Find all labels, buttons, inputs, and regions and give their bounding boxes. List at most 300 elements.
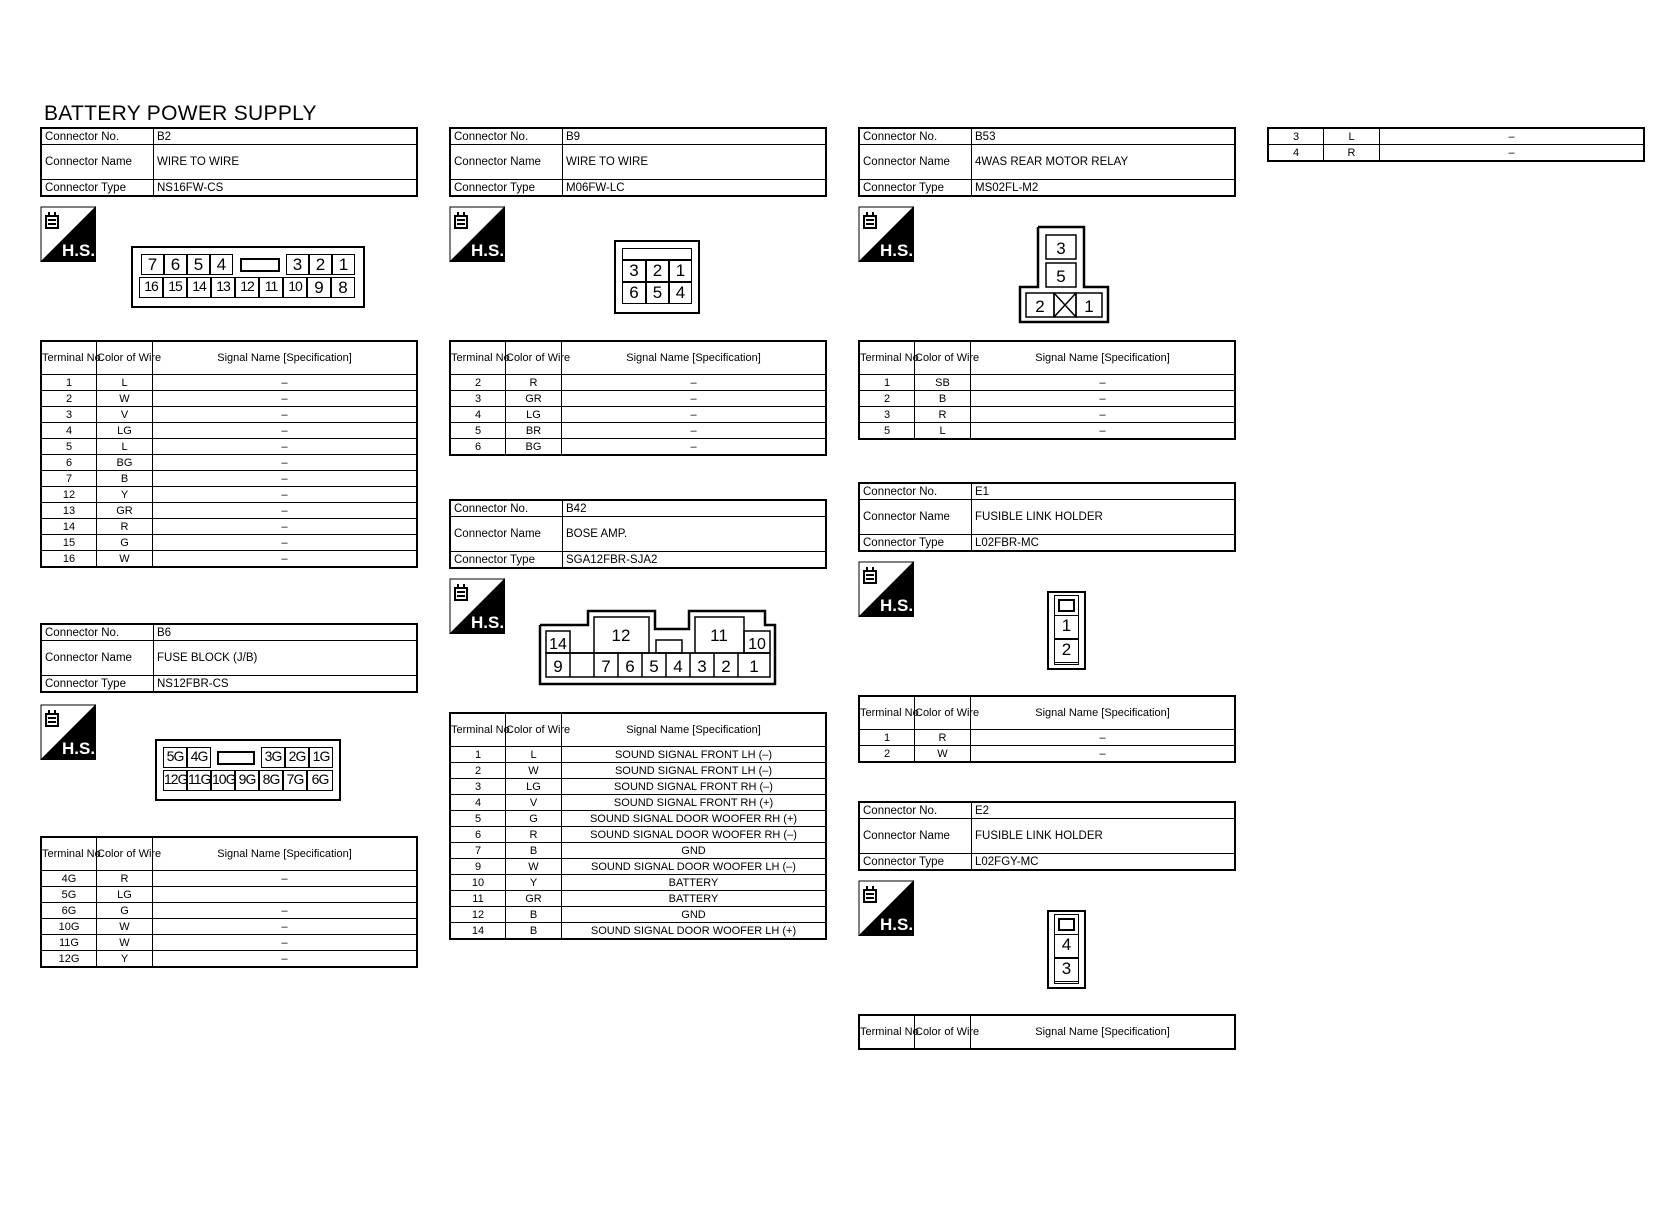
connector-no-value: B53: [972, 128, 1236, 145]
harness-side-icon: [858, 561, 914, 617]
table-row: [859, 375, 1235, 391]
connector-type-label: Connector Type: [450, 552, 563, 569]
pin: 5: [649, 657, 659, 676]
connector-type-value: L02FGY-MC: [972, 854, 1236, 871]
pin: 1: [669, 260, 692, 282]
terminal-no-cell: 4: [41, 423, 97, 439]
pin: 14: [187, 277, 211, 298]
connector-b6-info: [40, 623, 418, 693]
connector-no-value: E1: [972, 483, 1236, 500]
color-header: Color of Wire: [915, 1015, 971, 1049]
table-row: [859, 391, 1235, 407]
signal-name-cell: –: [562, 375, 827, 391]
pin: 11G: [187, 770, 211, 791]
connector-no-label: Connector No.: [41, 624, 154, 641]
connector-b53-face: [1018, 225, 1112, 325]
terminal-no-header: Terminal No.: [859, 1015, 915, 1049]
table-row: [450, 891, 826, 907]
signal-name-cell: –: [153, 951, 418, 968]
table-row: [41, 391, 417, 407]
wire-color-cell: G: [97, 535, 153, 551]
connector-name-label: Connector Name: [859, 819, 972, 854]
table-row: [450, 843, 826, 859]
terminal-no-cell: 1: [859, 375, 915, 391]
terminal-no-cell: 3: [1268, 128, 1324, 145]
wire-color-cell: L: [1324, 128, 1380, 145]
terminal-no-cell: 3: [450, 779, 506, 795]
terminal-table-b53: [858, 340, 1236, 440]
connector-e1-face: [1047, 591, 1086, 670]
terminal-no-cell: 12: [450, 907, 506, 923]
wire-color-cell: V: [97, 407, 153, 423]
wire-color-cell: W: [506, 763, 562, 779]
table-row: [450, 423, 826, 439]
signal-name-cell: –: [562, 423, 827, 439]
connector-e2-info: [858, 801, 1236, 871]
terminal-no-cell: 1: [41, 375, 97, 391]
signal-name-cell: –: [153, 407, 418, 423]
page-title: BATTERY POWER SUPPLY: [44, 102, 317, 125]
terminal-no-cell: 16: [41, 551, 97, 568]
signal-name-cell: –: [153, 871, 418, 887]
connector-type-value: M06FW-LC: [563, 180, 827, 197]
pin: 12: [235, 277, 259, 298]
connector-b2-info: [40, 127, 418, 197]
wire-color-cell: SB: [915, 375, 971, 391]
terminal-no-cell: 12: [41, 487, 97, 503]
table-row: [41, 439, 417, 455]
color-header: Color of Wire: [506, 713, 562, 747]
terminal-no-cell: 2: [41, 391, 97, 407]
wire-color-cell: GR: [506, 891, 562, 907]
terminal-no-cell: 6: [450, 827, 506, 843]
connector-type-label: Connector Type: [859, 180, 972, 197]
pin: 3: [1056, 239, 1066, 258]
signal-name-cell: –: [153, 439, 418, 455]
wire-color-cell: L: [915, 423, 971, 440]
hs-label: H.S.: [471, 613, 505, 632]
connector-name-value: 4WAS REAR MOTOR RELAY: [972, 145, 1236, 180]
signal-name-cell: SOUND SIGNAL DOOR WOOFER RH (+): [562, 811, 827, 827]
harness-side-icon: [449, 206, 505, 262]
wire-color-cell: B: [506, 923, 562, 940]
pin: 11: [259, 277, 283, 298]
connector-type-label: Connector Type: [859, 854, 972, 871]
terminal-no-cell: 4: [1268, 145, 1324, 162]
hs-label: H.S.: [62, 241, 96, 260]
signal-name-cell: SOUND SIGNAL FRONT LH (–): [562, 763, 827, 779]
signal-name-cell: SOUND SIGNAL FRONT LH (–): [562, 747, 827, 763]
terminal-no-cell: 12G: [41, 951, 97, 968]
pin: 2: [1035, 297, 1045, 316]
signal-name-cell: GND: [562, 907, 827, 923]
table-row: [450, 907, 826, 923]
pin: 9: [307, 277, 331, 298]
connector-name-value: BOSE AMP.: [563, 517, 827, 552]
signal-name-cell: SOUND SIGNAL FRONT RH (+): [562, 795, 827, 811]
table-row: [859, 407, 1235, 423]
pin: 6: [622, 282, 646, 304]
terminal-no-cell: 6: [41, 455, 97, 471]
table-row: [41, 375, 417, 391]
connector-type-label: Connector Type: [41, 676, 154, 693]
terminal-no-cell: 2: [450, 375, 506, 391]
signal-name-cell: –: [1380, 145, 1645, 162]
wire-color-cell: W: [97, 391, 153, 407]
pin: 1G: [309, 747, 333, 768]
terminal-no-cell: 3: [450, 391, 506, 407]
wire-color-cell: G: [97, 903, 153, 919]
pin: 11: [710, 626, 728, 645]
pin: 8: [331, 277, 355, 298]
pin: 1: [749, 657, 759, 676]
wire-color-cell: R: [97, 871, 153, 887]
pin: 2: [309, 254, 332, 275]
connector-no-value: B6: [154, 624, 418, 641]
pin: 9G: [235, 770, 259, 791]
terminal-no-cell: 11: [450, 891, 506, 907]
pin: 7G: [283, 770, 307, 791]
wire-color-cell: BR: [506, 423, 562, 439]
terminal-no-cell: 9: [450, 859, 506, 875]
signal-header: Signal Name [Specification]: [971, 341, 1236, 375]
wire-color-cell: W: [915, 746, 971, 763]
connector-b53-info: [858, 127, 1236, 197]
signal-name-cell: –: [153, 487, 418, 503]
connector-b9-info: [449, 127, 827, 197]
terminal-table-b6: [40, 836, 418, 968]
table-row: [450, 407, 826, 423]
connector-name-label: Connector Name: [41, 641, 154, 676]
pin: 1: [1054, 615, 1079, 639]
pin: 1: [332, 254, 355, 275]
signal-name-cell: –: [971, 746, 1236, 763]
connector-name-value: WIRE TO WIRE: [563, 145, 827, 180]
table-row: [859, 423, 1235, 440]
signal-name-cell: –: [153, 519, 418, 535]
connector-b9-face: [614, 240, 700, 314]
table-row: [41, 551, 417, 568]
table-row: [859, 730, 1235, 746]
table-row: [450, 763, 826, 779]
pin: 12: [611, 626, 631, 645]
terminal-no-cell: 10: [450, 875, 506, 891]
table-row: [41, 535, 417, 551]
wire-color-cell: R: [915, 730, 971, 746]
signal-name-cell: BATTERY: [562, 875, 827, 891]
pin: 13: [211, 277, 235, 298]
harness-side-icon: [449, 578, 505, 634]
pin: 3: [697, 657, 707, 676]
table-row: [450, 923, 826, 940]
table-row: [41, 487, 417, 503]
signal-name-cell: –: [562, 439, 827, 456]
terminal-no-cell: 11G: [41, 935, 97, 951]
wire-color-cell: R: [506, 827, 562, 843]
terminal-no-cell: 3: [859, 407, 915, 423]
signal-name-cell: BATTERY: [562, 891, 827, 907]
connector-name-value: FUSIBLE LINK HOLDER: [972, 819, 1236, 854]
wire-color-cell: G: [506, 811, 562, 827]
connector-type-value: SGA12FBR-SJA2: [563, 552, 827, 569]
table-row: [450, 795, 826, 811]
hs-label: H.S.: [880, 596, 914, 615]
table-row: [41, 455, 417, 471]
hs-label: H.S.: [62, 739, 96, 758]
signal-name-cell: –: [153, 391, 418, 407]
pin: 4: [210, 254, 233, 275]
color-header: Color of Wire: [915, 341, 971, 375]
pin: 2G: [285, 747, 309, 768]
color-header: Color of Wire: [506, 341, 562, 375]
terminal-no-cell: 7: [41, 471, 97, 487]
terminal-table-b9: [449, 340, 827, 456]
connector-no-label: Connector No.: [859, 128, 972, 145]
terminal-table-b2: [40, 340, 418, 568]
signal-name-cell: –: [562, 407, 827, 423]
connector-no-value: B2: [154, 128, 418, 145]
pin: 5: [646, 282, 669, 304]
pin: 2: [1054, 639, 1079, 663]
pin: 10: [283, 277, 307, 298]
table-row: [450, 875, 826, 891]
connector-type-label: Connector Type: [41, 180, 154, 197]
pin: 9: [553, 657, 563, 676]
pin: 1: [1084, 297, 1094, 316]
wire-color-cell: V: [506, 795, 562, 811]
signal-name-cell: SOUND SIGNAL DOOR WOOFER LH (+): [562, 923, 827, 940]
terminal-no-header: Terminal No.: [450, 341, 506, 375]
wire-color-cell: LG: [506, 779, 562, 795]
pin: 5: [187, 254, 210, 275]
terminal-no-cell: 10G: [41, 919, 97, 935]
signal-name-cell: –: [971, 391, 1236, 407]
wire-color-cell: R: [915, 407, 971, 423]
latch: [622, 248, 692, 260]
latch: [217, 751, 255, 765]
harness-side-icon: [40, 704, 96, 760]
pin: 4G: [187, 747, 211, 768]
pin: 3: [1054, 958, 1079, 982]
terminal-no-cell: 15: [41, 535, 97, 551]
connector-no-label: Connector No.: [41, 128, 154, 145]
wire-color-cell: L: [97, 375, 153, 391]
connector-name-value: FUSIBLE LINK HOLDER: [972, 500, 1236, 535]
table-row: [450, 747, 826, 763]
terminal-no-cell: 4: [450, 795, 506, 811]
terminal-no-cell: 2: [859, 391, 915, 407]
wire-color-cell: R: [97, 519, 153, 535]
pin: 5G: [163, 747, 187, 768]
signal-name-cell: –: [153, 551, 418, 568]
table-row: [859, 746, 1235, 763]
wire-color-cell: Y: [97, 487, 153, 503]
signal-name-cell: –: [153, 935, 418, 951]
terminal-no-cell: 2: [450, 763, 506, 779]
table-row: [1268, 145, 1644, 162]
connector-type-value: NS16FW-CS: [154, 180, 418, 197]
connector-name-label: Connector Name: [859, 500, 972, 535]
wire-color-cell: LG: [506, 407, 562, 423]
pin: 7: [601, 657, 611, 676]
terminal-no-cell: 7: [450, 843, 506, 859]
terminal-no-cell: 6G: [41, 903, 97, 919]
table-row: [41, 407, 417, 423]
pin: 7: [141, 254, 164, 275]
terminal-no-header: Terminal No.: [450, 713, 506, 747]
terminal-no-cell: 5G: [41, 887, 97, 903]
wire-color-cell: GR: [97, 503, 153, 519]
connector-b42-face: [538, 607, 778, 687]
table-row: [41, 519, 417, 535]
signal-name-cell: –: [153, 423, 418, 439]
wire-color-cell: B: [506, 843, 562, 859]
table-row: [450, 375, 826, 391]
terminal-no-cell: 13: [41, 503, 97, 519]
wire-color-cell: L: [97, 439, 153, 455]
terminal-no-cell: 5: [859, 423, 915, 440]
wire-color-cell: GR: [506, 391, 562, 407]
signal-name-cell: –: [153, 375, 418, 391]
pin: 3G: [261, 747, 285, 768]
pin: 2: [646, 260, 669, 282]
wire-color-cell: L: [506, 747, 562, 763]
wire-color-cell: BG: [506, 439, 562, 456]
connector-type-value: NS12FBR-CS: [154, 676, 418, 693]
signal-name-cell: [153, 887, 418, 903]
terminal-no-cell: 5: [41, 439, 97, 455]
table-row: [1268, 128, 1644, 145]
terminal-no-header: Terminal No.: [41, 341, 97, 375]
table-row: [41, 935, 417, 951]
latch: [240, 258, 280, 272]
pin: 3: [622, 260, 646, 282]
harness-side-icon: [40, 206, 96, 262]
connector-name-label: Connector Name: [450, 517, 563, 552]
table-row: [41, 503, 417, 519]
terminal-table-b42: [449, 712, 827, 940]
signal-header: Signal Name [Specification]: [153, 837, 418, 871]
pin: 8G: [259, 770, 283, 791]
connector-no-value: B42: [563, 500, 827, 517]
pin: 12G: [163, 770, 187, 791]
pin: 10G: [211, 770, 235, 791]
terminal-no-cell: 4: [450, 407, 506, 423]
pin: 14: [549, 636, 567, 653]
connector-type-label: Connector Type: [450, 180, 563, 197]
signal-name-cell: –: [153, 903, 418, 919]
wire-color-cell: W: [97, 935, 153, 951]
signal-header: Signal Name [Specification]: [971, 696, 1236, 730]
terminal-no-cell: 2: [859, 746, 915, 763]
terminal-no-cell: 5: [450, 423, 506, 439]
table-row: [450, 859, 826, 875]
pin: 6: [164, 254, 187, 275]
signal-header: Signal Name [Specification]: [971, 1015, 1236, 1049]
connector-b6-face: [155, 739, 341, 801]
signal-name-cell: –: [562, 391, 827, 407]
signal-name-cell: –: [153, 503, 418, 519]
terminal-no-cell: 14: [450, 923, 506, 940]
table-row: [450, 827, 826, 843]
connector-name-value: FUSE BLOCK (J/B): [154, 641, 418, 676]
table-row: [41, 887, 417, 903]
signal-name-cell: SOUND SIGNAL DOOR WOOFER RH (–): [562, 827, 827, 843]
terminal-no-cell: 5: [450, 811, 506, 827]
latch: [1058, 918, 1075, 931]
wire-color-cell: LG: [97, 423, 153, 439]
connector-no-value: B9: [563, 128, 827, 145]
connector-b2-face: [131, 246, 365, 308]
wire-color-cell: BG: [97, 455, 153, 471]
table-row: [450, 439, 826, 456]
wire-color-cell: W: [97, 919, 153, 935]
signal-name-cell: –: [153, 535, 418, 551]
pin: 4: [673, 657, 683, 676]
wire-color-cell: Y: [506, 875, 562, 891]
signal-header: Signal Name [Specification]: [562, 341, 827, 375]
pin: 15: [163, 277, 187, 298]
table-row: [41, 919, 417, 935]
connector-name-label: Connector Name: [41, 145, 154, 180]
pin: 5: [1056, 267, 1066, 286]
terminal-table-e2-header: [858, 1014, 1236, 1050]
signal-header: Signal Name [Specification]: [153, 341, 418, 375]
signal-name-cell: –: [971, 375, 1236, 391]
terminal-no-cell: 6: [450, 439, 506, 456]
terminal-no-header: Terminal No.: [41, 837, 97, 871]
wire-color-cell: W: [506, 859, 562, 875]
connector-name-label: Connector Name: [450, 145, 563, 180]
connector-type-label: Connector Type: [859, 535, 972, 552]
pin: 2: [721, 657, 731, 676]
pin: 3: [286, 254, 309, 275]
connector-name-value: WIRE TO WIRE: [154, 145, 418, 180]
connector-b42-info: [449, 499, 827, 569]
wire-color-cell: R: [1324, 145, 1380, 162]
signal-name-cell: –: [1380, 128, 1645, 145]
wire-color-cell: Y: [97, 951, 153, 968]
pin: 16: [139, 277, 163, 298]
terminal-no-cell: 3: [41, 407, 97, 423]
connector-no-label: Connector No.: [859, 802, 972, 819]
connector-name-label: Connector Name: [859, 145, 972, 180]
connector-no-label: Connector No.: [450, 128, 563, 145]
pin: 10: [748, 636, 766, 653]
terminal-no-cell: 1: [450, 747, 506, 763]
wire-color-cell: R: [506, 375, 562, 391]
signal-name-cell: –: [153, 919, 418, 935]
terminal-no-header: Terminal No.: [859, 696, 915, 730]
table-row: [450, 811, 826, 827]
table-row: [450, 779, 826, 795]
wire-color-cell: LG: [97, 887, 153, 903]
color-header: Color of Wire: [915, 696, 971, 730]
table-row: [41, 871, 417, 887]
connector-type-value: MS02FL-M2: [972, 180, 1236, 197]
signal-name-cell: –: [971, 407, 1236, 423]
terminal-no-cell: 4G: [41, 871, 97, 887]
signal-name-cell: –: [153, 471, 418, 487]
wire-color-cell: B: [915, 391, 971, 407]
connector-e2-face: [1047, 910, 1086, 989]
hs-label: H.S.: [471, 241, 505, 260]
signal-name-cell: –: [971, 423, 1236, 440]
pin: 6: [625, 657, 635, 676]
connector-e1-info: [858, 482, 1236, 552]
connector-no-label: Connector No.: [450, 500, 563, 517]
terminal-table-e2-rows: [1267, 127, 1645, 162]
